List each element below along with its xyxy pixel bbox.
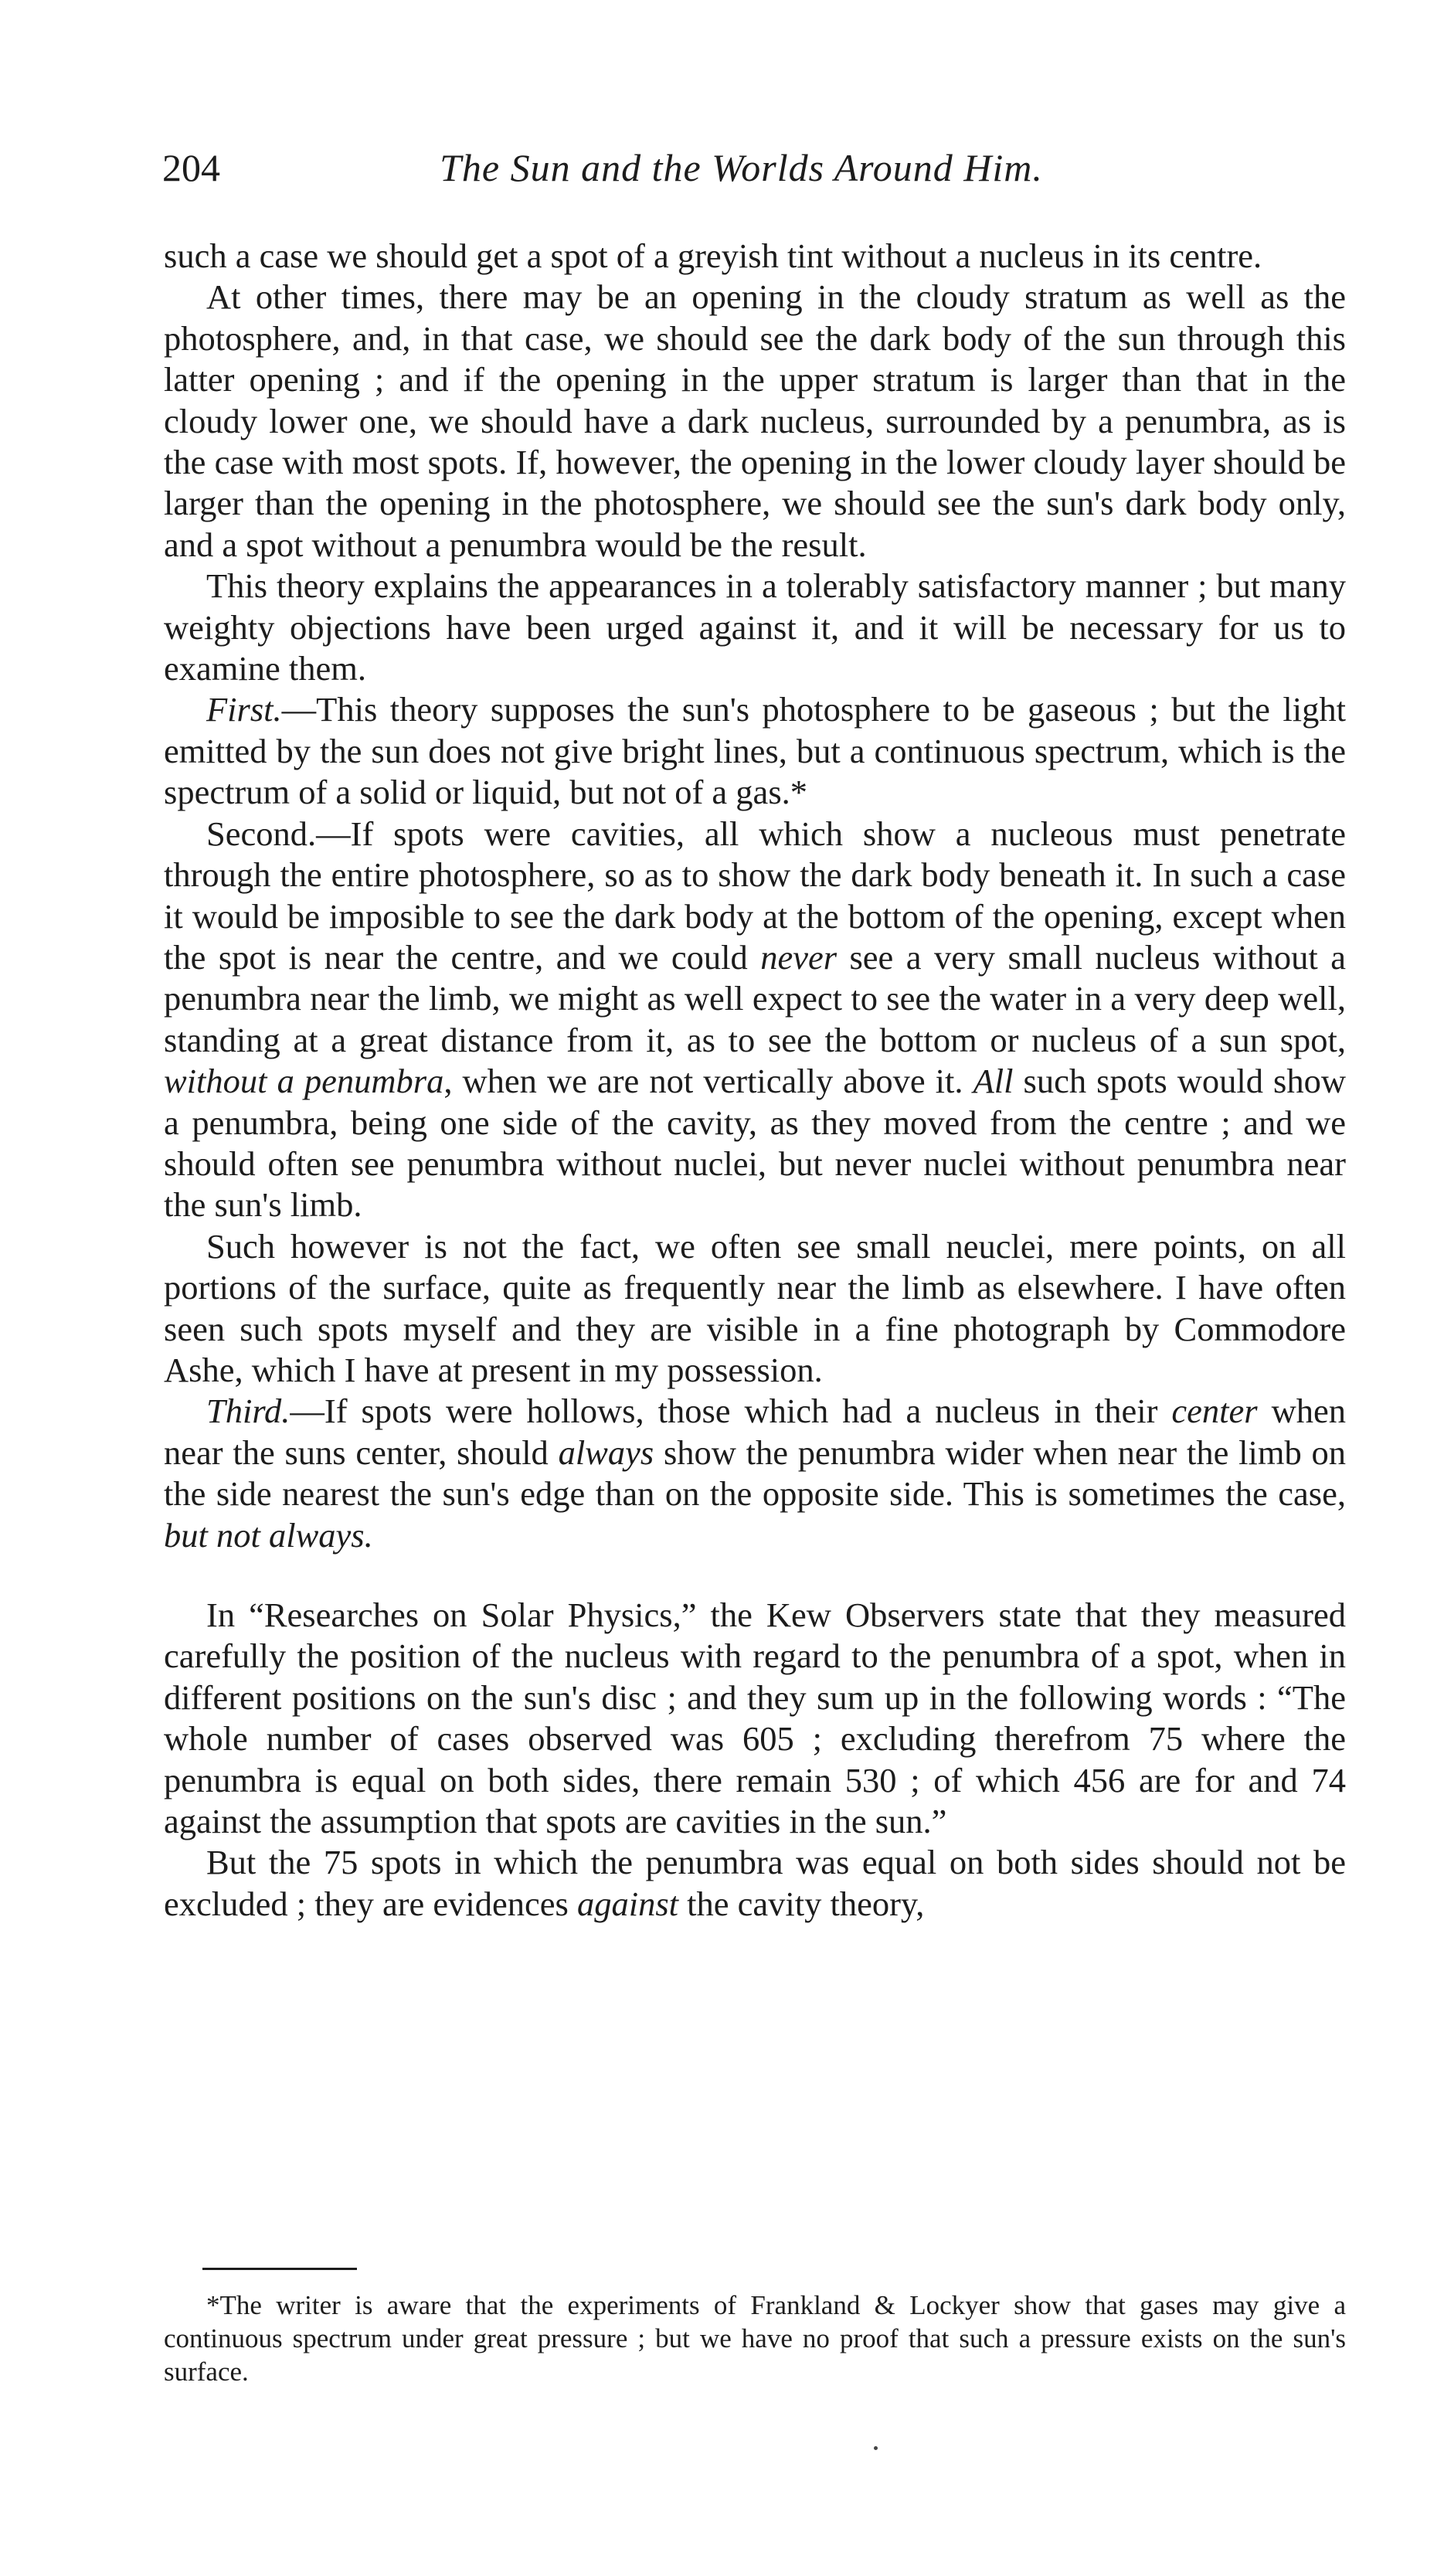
second-text-a: Second.—If spots were cavities, all which show a nucleous must penetrate through the entire photosphere, so as to show the dark body beneath it. In such a case it would be imposible to see the dark body at the bottom of the opening, except when the spot is near the centre, and we could xyxy=(164,814,1346,977)
paragraph-cloudy-stratum: At other times, there may be an opening in the cloudy stratum as well as the photosphere, and, in that case, we should see the dark body of the sun through this latter opening ; and if the opening in the upper stratum is larger than that in the cloudy lower one, we should have a dark nucleus, surrounded by a penumbra, as is the case with most spots. If, however, the opening in the lower cloudy layer should be larger than the opening in the photosphere, we should see the sun's dark body only, and a spot without a penumbra would be the result. xyxy=(164,277,1346,564)
paragraph-theory-objections: This theory explains the appearances in a tolerably satisfactory manner ; but many weighty objections have been urged against it, and it will be necessary for us to examine them. xyxy=(164,566,1346,688)
second-text-g: such spots would show a penumbra, being one side of the cavity, as they moved from the centre ; and we should often see penumbra without nuclei, but never nuclei without penumbra near the sun's limb. xyxy=(164,1062,1346,1225)
paragraph-first-objection xyxy=(164,689,1346,813)
second-emphasis-never: never xyxy=(760,937,838,977)
page-number: 204 xyxy=(162,146,220,189)
paragraph-third-objection xyxy=(164,1391,1346,1556)
paragraph-continuation: such a case we should get a spot of a greyish tint without a nucleus in its centre. xyxy=(164,236,1262,275)
last-text-c: the cavity theory, xyxy=(678,1884,925,1923)
last-text-a: But the 75 spots in which the penumbra was equal on both sides should not be excluded ; they are evidences xyxy=(164,1843,1346,1923)
footnote-divider xyxy=(202,2268,357,2270)
paragraph-seventy-five-spots xyxy=(164,1842,1346,1925)
second-emphasis-all: All xyxy=(973,1062,1014,1101)
third-emphasis-always: always xyxy=(558,1432,654,1472)
footnote xyxy=(164,2289,1346,2388)
running-head xyxy=(155,141,1328,195)
running-title: The Sun and the Worlds Around Him. xyxy=(440,146,1043,189)
second-text-c: see a very small nucleus without a penumbra near the limb, we might as well expect to see the water in a very deep well, standing at a great distance from it, as to see the bottom or nucleus of a sun spot, xyxy=(164,937,1346,1059)
paragraph-second-objection xyxy=(164,814,1346,1226)
third-text-f: show the penumbra wider when near the limb on the side nearest the sun's edge than on the opposite side. This is sometimes the case, xyxy=(164,1432,1346,1514)
third-emphasis-but-not-always: but not always. xyxy=(164,1515,373,1555)
body-text xyxy=(164,236,1346,1925)
first-lead: First. xyxy=(206,690,282,729)
print-speck xyxy=(874,2446,878,2450)
paragraph-kew-observers: In “Researches on Solar Physics,” the Kew Observers state that they measured carefully the position of the nucleus with regard to the penumbra of a spot, when in different positions on the sun's disc ; and they sum up in the following words : “The whole number of cases observed was 605 ; excluding therefrom 75 where the penumbra is equal on both sides, there remain 530 ; of which 456 are for and 74 against the assumption that spots are cavities in the sun.” xyxy=(164,1596,1346,1841)
third-text-d: when near the suns center, should xyxy=(164,1392,1347,1472)
third-emphasis-center: center xyxy=(1171,1392,1258,1431)
paragraph-small-nuclei: Such however is not the fact, we often see small neuclei, mere points, on all portions of the surface, quite as frequently near the limb as elsewhere. I have often seen such spots myself and they are visible in a fine photograph by Commodore Ashe, which I have at present in my possession. xyxy=(164,1226,1346,1389)
second-emphasis-without-penumbra: without a penumbra xyxy=(164,1062,444,1101)
first-text: —This theory supposes the sun's photosphere to be gaseous ; but the light emitted by the sun does not give bright lines, but a continuous spectrum, which is the spectrum of a solid or liquid, but not of a gas.* xyxy=(164,690,1346,812)
footnote-text: *The writer is aware that the experiments of Frankland & Lockyer show that gases may give a continuous spectrum under great pressure ; but we have no proof that such a pressure exists on the sun's surface. xyxy=(164,2290,1346,2387)
last-emphasis-against: against xyxy=(576,1884,679,1923)
second-text-e: , when we are not vertically above it. xyxy=(443,1062,973,1101)
third-text-b: —If spots were hollows, those which had a nucleus in their xyxy=(290,1392,1172,1431)
third-lead: Third. xyxy=(206,1392,290,1431)
